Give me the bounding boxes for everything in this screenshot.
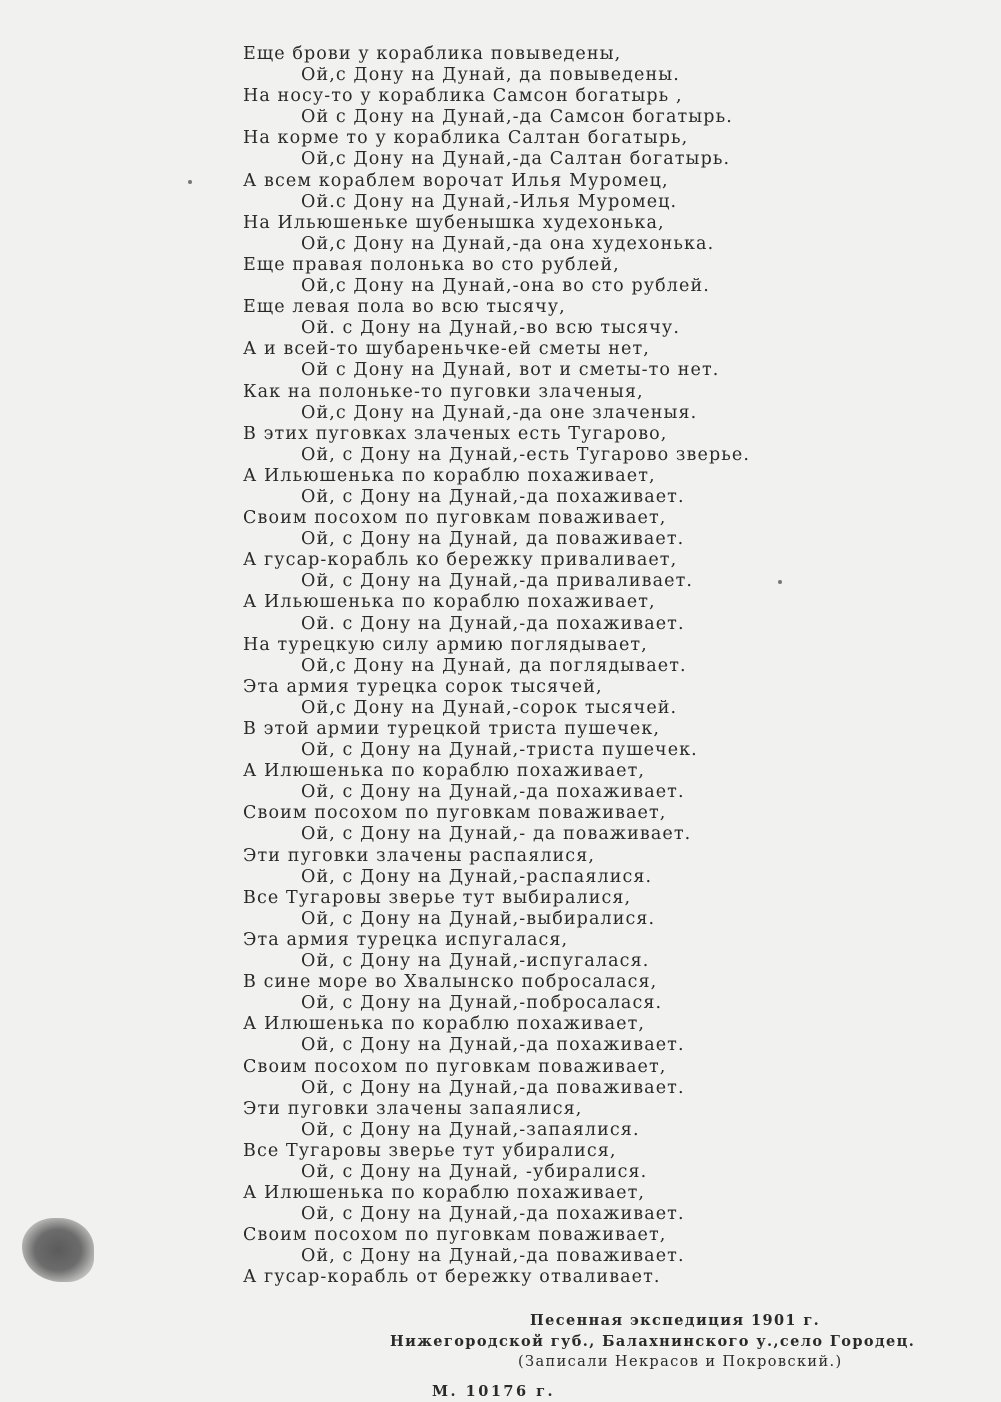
refrain-line: Ой, с Дону на Дунай,-побросалася. <box>301 993 663 1014</box>
refrain-line: Ой, с Дону на Дунай,-распаялися. <box>301 866 653 887</box>
refrain-line: Ой,с Дону на Дунай,-да Салтан богатырь. <box>301 149 731 170</box>
verse-line: Все Тугаровы зверье тут убиралися, <box>243 1140 617 1161</box>
verse-line: А гусар-корабль ко бережку приваливает, <box>243 550 678 571</box>
verse-line: В этих пуговках злаченых есть Тугарово, <box>243 423 668 444</box>
refrain-line: Ой, с Дону на Дунай,-да похаживает. <box>301 1035 685 1056</box>
verse-line: А Ильюшенька по кораблю похаживает, <box>243 465 656 486</box>
catalog-number: М. 10176 г. <box>432 1383 556 1400</box>
verse-line: Как на полоньке-то пуговки злаченыя, <box>243 381 644 402</box>
verse-line: Еще брови у кораблика повыведены, <box>243 44 622 64</box>
refrain-line: Ой.с Дону на Дунай,-Илья Муромец. <box>301 191 678 212</box>
refrain-line: Ой с Дону на Дунай, вот и сметы-то нет. <box>301 360 720 381</box>
song-text <box>243 44 983 1289</box>
refrain-line: Ой, с Дону на Дунай,-запаялися. <box>301 1119 640 1140</box>
verse-line: Своим посохом по пуговкам поваживает, <box>243 1225 667 1246</box>
refrain-line: Ой. с Дону на Дунай,-во всю тысячу. <box>301 318 680 339</box>
refrain-line: Ой, с Дону на Дунай,- да поваживает. <box>301 824 692 845</box>
refrain-line: Ой, с Дону на Дунай,-триста пушечек. <box>301 740 698 761</box>
refrain-line: Ой. с Дону на Дунай,-да похаживает. <box>301 613 685 634</box>
verse-line: Еще левая пола во всю тысячу, <box>243 297 566 318</box>
refrain-line: Ой, с Дону на Дунай,-есть Тугарово зверье. <box>301 444 750 465</box>
refrain-line: Ой, с Дону на Дунай,-да похаживает. <box>301 1204 685 1225</box>
refrain-line: Ой, с Дону на Дунай,-да поваживает. <box>301 1077 685 1098</box>
refrain-line: Ой, с Дону на Дунай,-да похаживает. <box>301 486 685 507</box>
verse-line: Эти пуговки злачены распаялися, <box>243 845 596 866</box>
refrain-line: Ой,с Дону на Дунай, да повыведены. <box>301 65 680 86</box>
ink-stain <box>22 1218 94 1282</box>
verse-line: Эта армия турецка сорок тысячей, <box>243 676 603 697</box>
source-note <box>390 1310 990 1402</box>
verse-line: На носу-то у кораблика Самсон богатырь , <box>243 86 683 107</box>
location-line: Нижегородской губ., Балахнинского у.,село Городец. <box>390 1333 916 1350</box>
verse-line: А Илюшенька по кораблю похаживает, <box>243 1014 646 1035</box>
speck <box>778 580 782 584</box>
recorders-line: (Записали Некрасов и Покровский.) <box>518 1354 843 1370</box>
verse-line: А всем кораблем ворочат Илья Муромец, <box>243 170 669 191</box>
verse-line: В сине море во Хвалынско побросалася, <box>243 972 658 993</box>
verse-line: На турецкую силу армию поглядывает, <box>243 634 648 655</box>
verse-line: Еще правая полонька во сто рублей, <box>243 254 620 275</box>
verse-line: Своим посохом по пуговкам поваживает, <box>243 1056 667 1077</box>
expedition-line: Песенная экспедиция 1901 г. <box>530 1312 821 1329</box>
verse-line: На Ильюшеньке шубенышка худехонька, <box>243 212 665 233</box>
refrain-line: Ой,с Дону на Дунай,-да она худехонька. <box>301 233 715 254</box>
verse-line: Эти пуговки злачены запаялися, <box>243 1098 583 1119</box>
verse-line: А Илюшенька по кораблю похаживает, <box>243 1183 646 1204</box>
verse-line: Все Тугаровы зверье тут выбиралися, <box>243 887 632 908</box>
refrain-line: Ой,с Дону на Дунай,-сорок тысячей. <box>301 697 678 718</box>
verse-line: Своим посохом по пуговкам поваживает, <box>243 508 667 529</box>
verse-line: В этой армии турецкой триста пушечек, <box>243 719 661 739</box>
refrain-line: Ой,с Дону на Дунай, да поглядывает. <box>301 655 687 676</box>
verse-line: Эта армия турецка испугалася, <box>243 929 569 950</box>
verse-line: Своим посохом по пуговкам поваживает, <box>243 803 667 824</box>
verse-line: На корме то у кораблика Салтан богатырь, <box>243 128 689 149</box>
verse-line: А Илюшенька по кораблю похаживает, <box>243 761 646 782</box>
speck <box>188 180 192 184</box>
refrain-line: Ой, с Дону на Дунай, да поваживает. <box>301 529 685 550</box>
refrain-line: Ой,с Дону на Дунай,-она во сто рублей. <box>301 276 710 297</box>
refrain-line: Ой с Дону на Дунай,-да Самсон богатырь. <box>301 107 733 128</box>
refrain-line: Ой, с Дону на Дунай,-выбиралися. <box>301 908 656 929</box>
refrain-line: Ой, с Дону на Дунай, -убиралися. <box>301 1161 648 1182</box>
verse-line: А Ильюшенька по кораблю похаживает, <box>243 592 656 613</box>
refrain-line: Ой, с Дону на Дунай,-испугалася. <box>301 951 650 972</box>
verse-line: А гусар-корабль от бережку отваливает. <box>243 1267 661 1288</box>
verse-line: А и всей-то шубареньчке-ей сметы нет, <box>243 339 650 360</box>
refrain-line: Ой, с Дону на Дунай,-да приваливает. <box>301 571 694 592</box>
refrain-line: Ой, с Дону на Дунай,-да похаживает. <box>301 782 685 803</box>
refrain-line: Ой, с Дону на Дунай,-да поваживает. <box>301 1246 685 1267</box>
refrain-line: Ой,с Дону на Дунай,-да оне злаченыя. <box>301 402 698 423</box>
